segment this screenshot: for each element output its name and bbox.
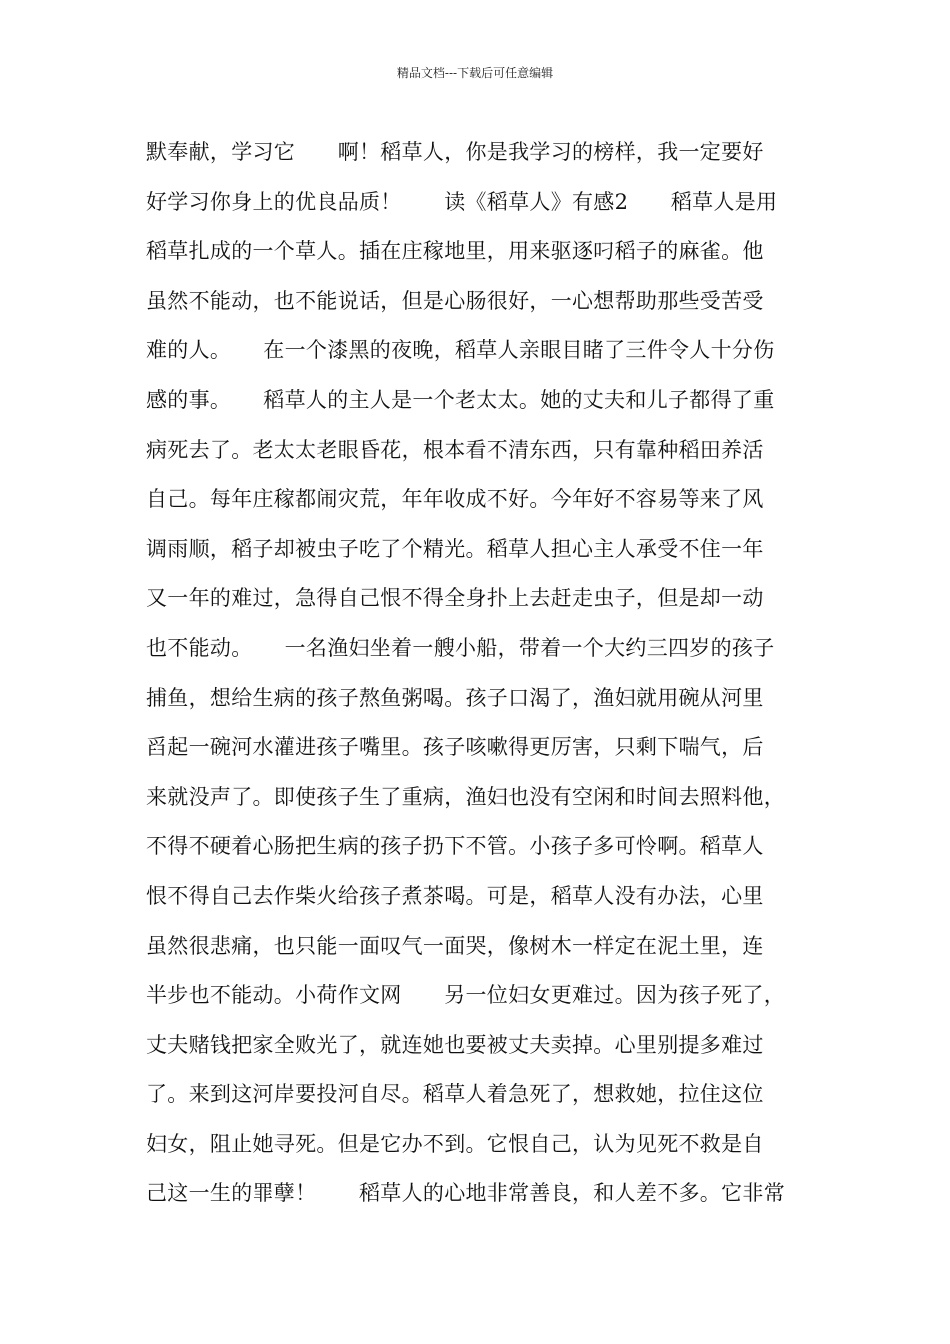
text-line: 调雨顺，稻子却被虫子吃了个精光。稻草人担心主人承受不住一年 [146, 536, 764, 561]
text-line: 默奉献，学习它 啊！稻草人，你是我学习的榜样，我一定要好 [146, 140, 764, 164]
text-line: 不得不硬着心肠把生病的孩子扔下不管。小孩子多可怜啊。稻草人 [146, 834, 764, 859]
text-line: 自己。每年庄稼都闹灾荒，年年收成不好。今年好不容易等来了风 [146, 487, 764, 512]
page-header: 精品文档---下载后可任意编辑 [396, 66, 554, 80]
text-line: 舀起一碗河水灌进孩子嘴里。孩子咳嗽得更厉害，只剩下喘气，后 [146, 735, 764, 760]
text-line: 虽然不能动，也不能说话，但是心肠很好，一心想帮助那些受苦受 [146, 288, 764, 313]
text-line: 感的事。 稻草人的主人是一个老太太。她的丈夫和儿子都得了重 [146, 387, 775, 412]
text-line: 半步也不能动。小荷作文网 另一位妇女更难过。因为孩子死了， [146, 983, 785, 1008]
text-line: 也不能动。 一名渔妇坐着一艘小船，带着一个大约三四岁的孩子 [146, 635, 775, 660]
text-line: 恨不得自己去作柴火给孩子煮茶喝。可是，稻草人没有办法，心里 [146, 883, 764, 908]
text-line: 又一年的难过，急得自己恨不得全身扑上去赶走虫子，但是却一动 [146, 586, 764, 611]
text-line: 妇女，阻止她寻死。但是它办不到。它恨自己，认为见死不救是自 [146, 1131, 764, 1156]
document-body [146, 128, 826, 1219]
text-line: 虽然很悲痛，也只能一面叹气一面哭，像树木一样定在泥土里，连 [146, 933, 764, 958]
text-line: 己这一生的罪孽！ 稻草人的心地非常善良，和人差不多。它非常 [146, 1181, 785, 1206]
text-line: 来就没声了。即使孩子生了重病，渔妇也没有空闲和时间去照料他， [146, 784, 785, 809]
text-line: 丈夫赌钱把家全败光了，就连她也要被丈夫卖掉。心里别提多难过 [146, 1032, 764, 1057]
text-line: 了。来到这河岸要投河自尽。稻草人着急死了，想救她，拉住这位 [146, 1082, 764, 1107]
text-line: 病死去了。老太太老眼昏花，根本看不清东西，只有靠种稻田养活 [146, 437, 764, 462]
text-line: 好学习你身上的优良品质！ 读《稻草人》有感2 稻草人是用 [146, 189, 778, 214]
text-line: 稻草扎成的一个草人。插在庄稼地里，用来驱逐叼稻子的麻雀。他 [146, 239, 764, 264]
text-line: 捕鱼，想给生病的孩子熬鱼粥喝。孩子口渴了，渔妇就用碗从河里 [146, 685, 764, 710]
text-line: 难的人。 在一个漆黑的夜晚，稻草人亲眼目睹了三件令人十分伤 [146, 338, 775, 363]
